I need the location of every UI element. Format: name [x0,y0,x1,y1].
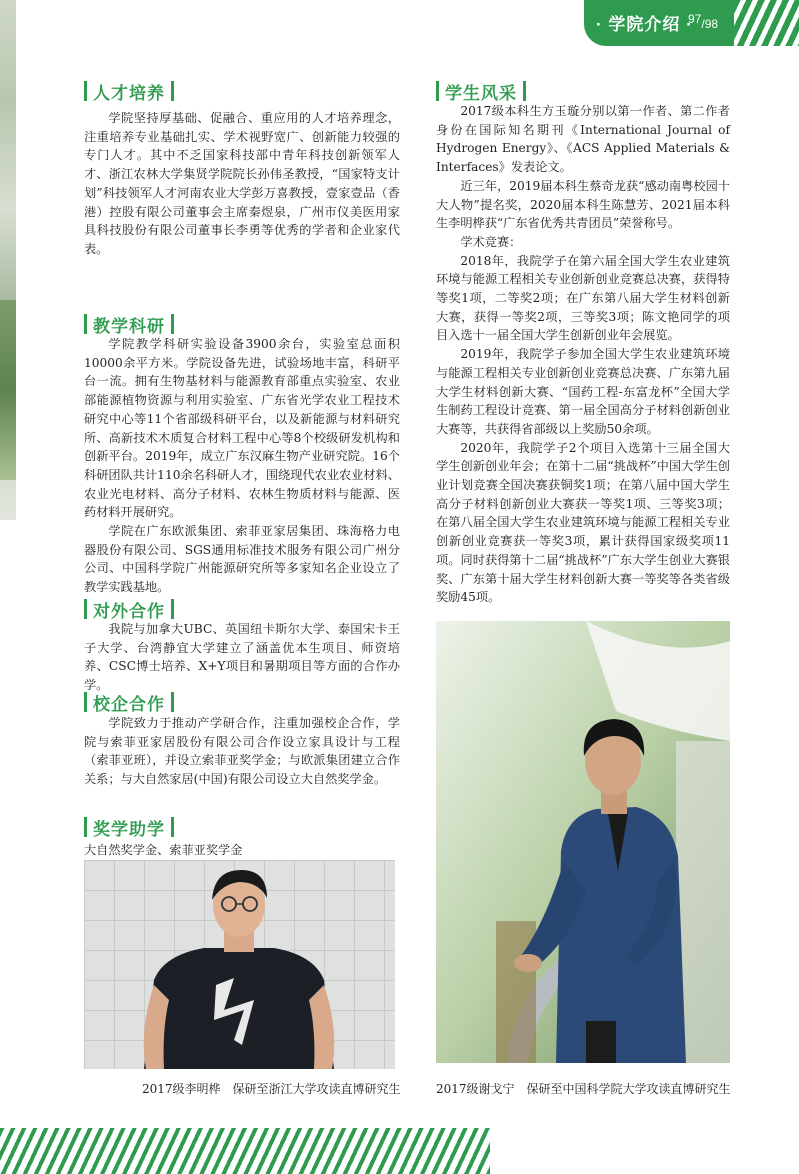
foreign-body [84,620,400,695]
tab-stripe-decoration [734,0,799,46]
heading-foreign-cooperation [84,598,174,620]
page-number-total: /98 [701,17,719,31]
heading-bar [171,599,174,619]
heading-student-style [436,80,526,102]
talent-body [84,109,400,259]
heading-bar [171,817,174,837]
heading-title: 奖学助学 [93,819,165,839]
paragraph: 学院在广东欧派集团、索菲亚家居集团、珠海格力电器股份有限公司、SGS通用标准技术服务有限公司广州分公司、中国科学院广州能源研究所等多家知名企业设立了教学实践基地。 [84,524,400,595]
heading-bar [171,314,174,334]
research-body [84,335,400,597]
paragraph: 大自然奖学金、索菲亚奖学金 [84,843,243,857]
students-body [436,102,730,607]
section-title: · 学院介绍 · [596,15,693,34]
bottom-stripe-decoration [0,1128,490,1174]
enterprise-body [84,714,400,789]
heading-enterprise-cooperation [84,691,174,713]
heading-bar [171,692,174,712]
page-number-current: 97 [688,12,702,26]
paragraph: 学院教学科研实验设备3900余台，实验室总面积10000余平方米。学院设备先进，试验场地丰富，科研平台一流。拥有生物基材料与能源教育部重点实验室、农业部能源植物资源与利用实验室、广东省光学农业工程技术研究中心等11个省部级科研平台，以及新能源与材料研究所、高新技术木质复合材料工程中心等8个校级研发机构和创新平台。2019年，成立广东汉麻生物产业研究院。16个科研团队共计110余名科研人才，围绕现代农业农业材料、农业光电材料、高分子材料、农林生物质材料与能源、医药材料开展研究。 [84,337,400,520]
heading-title: 人才培养 [93,83,165,103]
photo-caption-right: 2017级谢戈宁 保研至中国科学院大学攻读直博研究生 [436,1082,731,1096]
heading-title: 教学科研 [93,316,165,336]
paragraph: 学术竞赛： [460,234,522,249]
student-photo-right-image [436,621,730,1063]
heading-research [84,313,174,335]
heading-bar [171,81,174,101]
page-number [688,12,718,31]
heading-talent [84,80,174,102]
paragraph: 学院致力于推动产学研合作，注重加强校企合作，学院与索菲亚家居股份有限公司合作设立家具设计与工程（索菲亚班），并设立索菲亚奖学金；与欧派集团建立合作关系；与大自然家居(中国)有限公司设立大自然奖学金。 [84,716,400,787]
paragraph: 我院与加拿大UBC、英国纽卡斯尔大学、泰国宋卡王子大学、台湾静宜大学建立了涵盖优本生项目、师资培养、CSC博士培养、X+Y项目和暑期项目等方面的合作办学。 [84,622,400,693]
heading-title: 对外合作 [93,601,165,621]
heading-scholarship [84,816,174,838]
photo-caption-left: 2017级李明桦 保研至浙江大学攻读直博研究生 [142,1082,401,1096]
student-photo-left [84,860,395,1069]
section-tab [584,0,799,46]
paragraph: 学院坚持厚基础、促融合、重应用的人才培养理念，注重培养专业基础扎实、学术视野宽广、创新能力较强的专门人才。其中不乏国家科技部中青年科技创新领军人才、浙江农林大学集贤学院院长孙伟圣教授，“国家特支计划”科技领军人才河南农业大学彭万喜教授，壹家壹品（香港）控股有限公司董事会主席秦煜泉，广州市仪美医用家具科技股份有限公司董事长李勇等优秀的学者和企业家代表。 [84,111,400,256]
paragraph: 近三年，2019届本科生蔡奇龙获“感动南粤校园十大人物”提名奖，2020届本科生陈慧芳、2021届本科生李明桦获“广东省优秀共青团员”荣誉称号。 [436,178,730,231]
student-photo-left-image [84,860,395,1069]
heading-bar [523,81,526,101]
student-photo-right [436,621,730,1063]
paragraph: 2019年，我院学子参加全国大学生农业建筑环境与能源工程相关专业创新创业竞赛总决赛、广东第九届大学生材料创新大赛、“国药工程-东富龙杯”全国大学生制药工程设计竞赛、第一届全国高分子材料创新创业大赛等，共获得省部级以上奖励50余项。 [436,347,730,436]
left-edge-photo-strip [0,0,16,520]
paragraph: 2017级本科生方玉璇分别以第一作者、第二作者身份在国际知名期刊《International Journal of Hydrogen Energy》、《ACS Applied Materials & Interfaces》发表论文。 [436,104,730,175]
paragraph: 2018年，我院学子在第六届全国大学生农业建筑环境与能源工程相关专业创新创业竞赛总决赛，获得特等奖1项，二等奖2项；在广东第八届大学生材料创新大赛，获得一等奖2项，三等奖3项；陈文艳同学的项目入选十一届全国大学生创新创业年会展览。 [436,253,730,343]
heading-title: 校企合作 [93,694,165,714]
heading-title: 学生风采 [445,83,517,103]
scholarship-body [84,841,400,860]
paragraph: 2020年，我院学子2个项目入选第十三届全国大学生创新创业年会；在第十二届“挑战杯”中国大学生创业计划竞赛全国决赛获铜奖1项；在第八届中国大学生高分子材料创新创业大赛获一等奖1项、三等奖3项；在第八届全国大学生农业建筑环境与能源工程相关专业创新创业竞赛获一等奖3项，累计获得国家级奖项11项。同时获得第十二届“挑战杯”广东大学生创业大赛银奖、广东第十届大学生材料创新大赛一等奖等各类省级奖励45项。 [436,440,730,605]
